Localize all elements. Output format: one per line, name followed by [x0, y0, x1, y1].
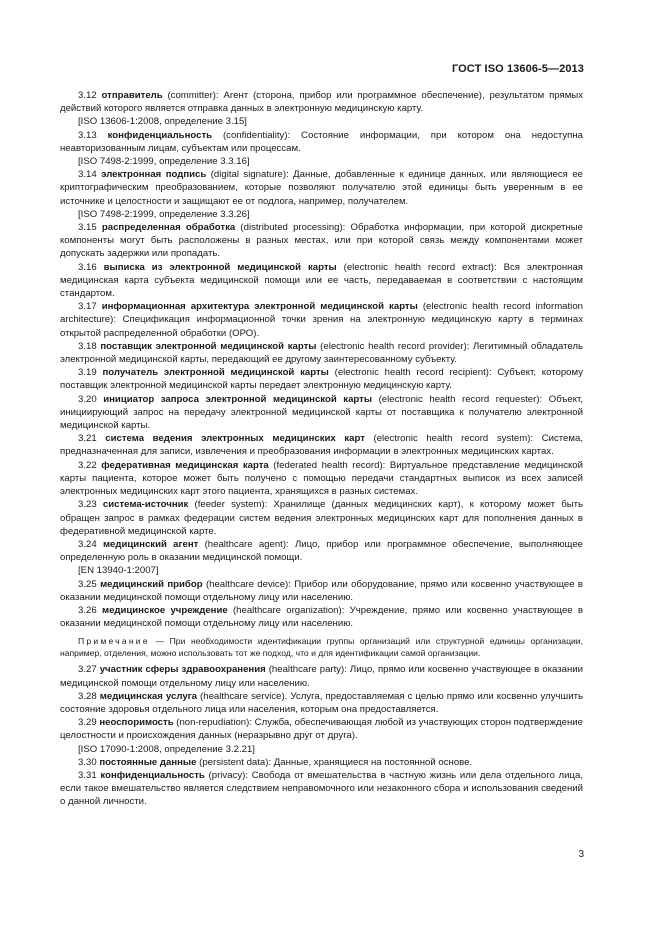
definition-number: 3.16: [78, 261, 97, 273]
definition-text: (healthcare organization): Учреждение, прямо или косвенно участвующее в оказании медицинской помощи отдельному лицу или населению.: [60, 604, 583, 630]
definition-term: распределенная обработка: [101, 222, 236, 234]
definition-text: (feeder system): Хранилище (данных медицинских карт), к которому может быть обращен запрос в рамках федерации систем ведения электронных медицинских карт для пополнения данных в федеративной медицинской карте.: [60, 499, 583, 537]
definition-number: 3.23: [78, 499, 97, 511]
definition-paragraph: [60, 663, 583, 689]
source-reference: [ISO 7498-2:1999, определение 3.3.16]: [78, 156, 250, 168]
source-reference: [ISO 13606-1:2008, определение 3.15]: [78, 116, 247, 128]
definition-paragraph: [60, 129, 583, 155]
definition-text: (committer): Агент (сторона, прибор или программное обеспечение), результатом прямых действий которого является отправка данных в электронную медицинскую карту.: [60, 90, 583, 115]
definition-term: отправитель: [101, 90, 163, 101]
source-reference: [ISO 7498-2:1999, определение 3.3.26]: [78, 208, 250, 220]
definition-text: (electronic health record provider): Легитимный обладатель электронной медицинской карты, передающий ее другому заинтересованному субъекту.: [60, 340, 584, 366]
definition-paragraph: [60, 168, 583, 208]
definition-paragraph: [60, 393, 583, 433]
definition-text: (electronic health record requester): Объект, инициирующий запрос на передачу электронной медицинской карты от поставщика к получателю электронной медицинской карты.: [60, 393, 583, 432]
definition-paragraph: [60, 221, 583, 261]
definition-term: поставщик электронной медицинской карты: [100, 340, 317, 352]
definition-number: 3.31: [78, 769, 97, 781]
definition-text: (electronic health record system): Система, предназначенная для записи, извлечения и преобразования информации в электронных медицинских картах.: [60, 433, 583, 458]
definition-paragraph: [60, 459, 583, 499]
definition-number: 3.29: [78, 717, 97, 729]
definition-paragraph: [60, 89, 583, 115]
definition-term: получатель электронной медицинской карты: [102, 367, 329, 379]
definition-text: (healthcare device): Прибор или оборудование, прямо или косвенно участвующее в оказании медицинской помощи отдельному лицу или населению.: [60, 578, 583, 603]
definition-text: (healthcare agent): Лицо, прибор или программное обеспечение, выполняющее определенную роль в оказании медицинской помощи.: [60, 538, 583, 564]
page-number: 3: [578, 849, 584, 860]
definition-term: конфиденциальность: [100, 769, 205, 781]
definition-number: 3.21: [78, 433, 97, 445]
definition-term: электронная подпись: [101, 169, 207, 181]
definition-paragraph: [60, 716, 583, 742]
definition-term: неоспоримость: [99, 717, 174, 729]
definition-text: (privacy): Свобода от вмешательства в частную жизнь или дела отдельного лица, если такое вмешательство является следствием неправомочного или незаконного сбора и использования сведений о данной личности.: [60, 769, 583, 808]
definition-text: (healthcare party): Лицо, прямо или косвенно участвующее в оказании медицинской помощи отдельному лицу или населению.: [60, 664, 583, 689]
definition-text: (persistent data): Данные, хранящиеся на постоянной основе.: [196, 756, 473, 768]
definition-text: (electronic health record extract): Вся электронная медицинская карта субъекта медицинской помощи или ее часть, передаваемая в соответствии с настоящим стандартом.: [60, 261, 583, 300]
definition-number: 3.12: [78, 90, 97, 101]
definition-paragraph: [60, 498, 583, 538]
source-reference: [EN 13940-1:2007]: [78, 565, 159, 577]
definition-term: конфиденциальность: [107, 129, 213, 141]
definition-number: 3.14: [78, 169, 97, 181]
source-reference: [ISO 17090-1:2008, определение 3.2.21]: [78, 743, 255, 755]
note-paragraph: [60, 635, 583, 659]
definition-term: инициатор запроса электронной медицинской карты: [103, 393, 373, 405]
definition-text: (electronic health record information architecture): Спецификация информационной точки зрения на электронную медицинскую карту в терминах открытой распределенной обработки (ОРО).: [60, 301, 583, 339]
definition-number: 3.13: [78, 129, 97, 141]
definition-term: федеративная медицинская карта: [101, 459, 269, 471]
definition-text: (federated health record): Виртуальное представление медицинской карты пациента, которое может быть получено с помощью передачи стандартных выписок из всех записей электронных медицинских карт этого пациента, хранящихся в разных системах.: [60, 459, 583, 498]
definition-number: 3.27: [78, 664, 97, 676]
definition-number: 3.25: [78, 578, 97, 590]
definition-term: система-источник: [102, 499, 189, 511]
definition-number: 3.30: [78, 756, 97, 768]
definition-number: 3.17: [78, 301, 97, 313]
definition-text: (non-repudiation): Служба, обеспечивающая любой из участвующих сторон подтверждение целостности и происхождения данных (неразрывно друг от друга).: [60, 717, 583, 742]
definition-term: постоянные данные: [99, 756, 197, 768]
definition-term: участник сферы здравоохранения: [99, 664, 266, 676]
definitions-body: [60, 89, 583, 809]
definition-paragraph: [60, 300, 583, 340]
definition-paragraph: [60, 769, 583, 809]
definition-number: 3.28: [78, 690, 97, 702]
definition-term: выписка из электронной медицинской карты: [103, 261, 337, 273]
definition-term: информационная архитектура электронной медицинской карты: [101, 301, 418, 313]
definition-term: медицинский прибор: [100, 578, 203, 590]
definition-paragraph: [60, 340, 583, 366]
note-label: Примечание: [78, 636, 150, 647]
definition-term: медицинское учреждение: [101, 604, 228, 616]
definition-number: 3.18: [78, 340, 97, 352]
definition-paragraph: [60, 366, 583, 392]
definition-paragraph: [60, 261, 583, 301]
definition-number: 3.20: [78, 393, 97, 405]
definition-paragraph: [60, 690, 583, 716]
definition-term: медицинский агент: [102, 538, 199, 550]
definition-number: 3.15: [78, 222, 97, 234]
definition-term: медицинская услуга: [99, 690, 197, 702]
definition-text: (distributed processing): Обработка информации, при которой дискретные компоненты могут быть расположены в разных местах, или при которой связь между компонентами может допускать задержки или пропадать.: [60, 222, 583, 260]
definition-text: (confidentiality): Состояние информации, при котором она недоступна неавторизованным лицам, субъектам или процессам.: [60, 129, 583, 154]
definition-number: 3.24: [78, 538, 97, 550]
definition-paragraph: [60, 604, 583, 630]
definition-text: (electronic health record recipient): Субъект, которому поставщик электронной медицинской карты передает электронную медицинскую карту.: [60, 367, 583, 392]
note-text: — При необходимости идентификации группы организаций или структурной единицы организации, например, отделения, можно использовать тот же подход, что и для идентификации самой организации.: [60, 636, 583, 659]
definition-number: 3.19: [78, 367, 97, 379]
definition-text: (healthcare service). Услуга, предоставляемая с целью прямо или косвенно улучшить состояние здоровья отдельного лица или населения, которым она предоставляется.: [60, 690, 583, 715]
document-header: ГОСТ ISO 13606-5—2013: [451, 63, 584, 75]
definition-paragraph: [60, 538, 583, 564]
definition-paragraph: [60, 432, 583, 458]
definition-number: 3.26: [78, 604, 97, 616]
definition-paragraph: [60, 756, 583, 769]
definition-text: (digital signature): Данные, добавленные к единице данных, или являющиеся ее криптографическим преобразованием, которые позволяют получателю этой единицы быть уверенным в ее источнике и целостности и защищают ее от подлога, например, получателем.: [60, 169, 583, 207]
definition-term: система ведения электронных медицинских карт: [105, 433, 365, 445]
definition-number: 3.22: [78, 459, 97, 471]
definition-paragraph: [60, 578, 583, 604]
